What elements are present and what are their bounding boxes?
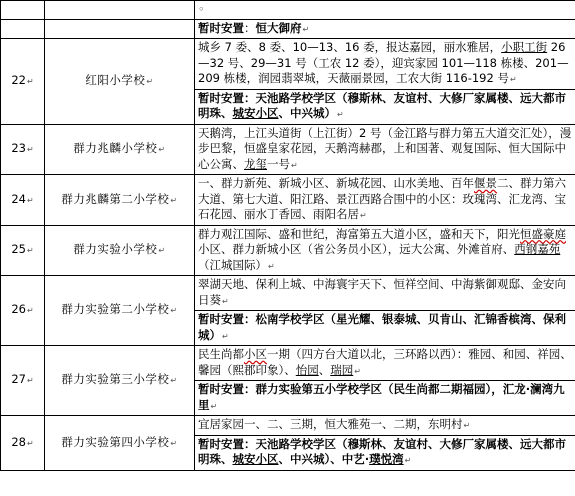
- text-run: 26—32 号、29—31 号（工农 12 委），迎宾家园 101—118 栋楼、201—209 栋楼，润园翡翠城，天薇丽景园，工农大街 116-192 号: [198, 40, 569, 85]
- text-run: 翠湖天地、保利上城、中海寰宇天下、恒祥空间、中海紫御观邸、金安向日葵: [198, 277, 566, 307]
- table-row-intro: [1, 1, 575, 20]
- paragraph-mark: ↵: [26, 306, 34, 316]
- school-name-cell: [45, 276, 195, 346]
- text-run: 宜居家园一、二、三期，恒大雅苑一、二期，东明村: [198, 417, 463, 431]
- text-run: 偃景: [474, 176, 497, 190]
- text-run: 瑞园: [330, 362, 354, 377]
- temporary-placement-cell: [195, 311, 575, 346]
- paragraph-mark: ↵: [26, 145, 34, 154]
- table-row: [1, 346, 575, 381]
- text-run: 城安小区: [232, 452, 279, 466]
- text-run: 小区: [244, 347, 267, 361]
- paragraph-mark: ↵: [337, 110, 344, 119]
- text-run: 暂时安置: [198, 312, 244, 326]
- school-name-cell: [45, 124, 195, 175]
- table-row: [1, 39, 575, 90]
- school-name-cell: [45, 1, 195, 20]
- text-run: 城安小区: [232, 106, 279, 120]
- paragraph-mark: ↵: [404, 456, 412, 465]
- school-name: 群力兆麟第二小学校: [61, 191, 170, 206]
- school-name-cell: [45, 39, 195, 125]
- school-name-cell: [45, 175, 195, 226]
- row-number-cell: [1, 124, 45, 175]
- text-run: 群力观江国际、盛和世纪，海富第五大道小区，盛和天下，阳光: [198, 226, 520, 241]
- row-number: 27: [11, 372, 26, 387]
- row-number: 25: [11, 242, 26, 256]
- text-run: 小职工街: [501, 40, 548, 54]
- school-name: 群力实验第四小学校: [61, 434, 170, 449]
- paragraph-mark: ↵: [26, 376, 34, 386]
- paragraph-mark: ↵: [26, 438, 34, 448]
- district-scope-cell: [195, 346, 575, 381]
- table-row: [1, 225, 575, 276]
- paragraph-mark: ↵: [463, 421, 471, 430]
- text-run: 一号: [267, 156, 290, 171]
- district-scope-cell: [195, 175, 575, 226]
- text-run: 民生尚都: [198, 347, 244, 361]
- paragraph-mark: ↵: [170, 376, 178, 386]
- paragraph-mark: ↵: [170, 195, 178, 205]
- temporary-placement-cell: [195, 435, 575, 470]
- district-scope-cell: [195, 124, 575, 175]
- row-number-cell: [1, 346, 45, 416]
- text-run: 暂时安置: [198, 90, 244, 105]
- table-row: [1, 276, 575, 311]
- text-run: ：: [244, 20, 256, 35]
- text-run: 恒盛豪庭: [520, 226, 566, 241]
- text-run: 一期（四方台大道以北，三环路以西）：雅园、和园、祥园、馨园（熙郡印象）、: [198, 347, 572, 377]
- text-run: 龙玺: [244, 156, 267, 171]
- paragraph-mark: ↵: [509, 75, 517, 84]
- row-number-cell: [1, 276, 45, 346]
- row-number-cell: [1, 175, 45, 226]
- school-name-cell: [45, 225, 195, 276]
- district-scope-cell: [195, 276, 575, 311]
- text-run: 一、群力新苑、新城小区、新城花园、山水美地、百年: [198, 176, 474, 190]
- text-run: 城乡 7 委、8 委、10—13、16 委，报达嘉园，丽水雅居，: [198, 40, 502, 54]
- paragraph-mark: ↵: [222, 331, 229, 341]
- school-name-cell: [45, 19, 195, 39]
- top-glyph-cell: ◦: [195, 1, 575, 20]
- paragraph-mark: ↵: [146, 77, 154, 86]
- row-number-cell: [1, 19, 45, 39]
- text-run: 二、群力第六大道、第七大道、阳江路、景江西路合围中的小区：玫瑰湾、汇龙湾、宝石花园、丽水丁香园、雨阳名居: [198, 176, 566, 221]
- paragraph-mark: ↵: [26, 246, 34, 255]
- text-run: 恒大御府: [255, 20, 302, 35]
- temporary-placement-cell: [195, 89, 575, 124]
- district-scope-cell: [195, 416, 575, 436]
- table-row: [1, 416, 575, 436]
- paragraph-mark: ↵: [222, 296, 229, 306]
- text-run: 暂时安置: [198, 382, 244, 396]
- text-run: 璞悦湾: [369, 452, 404, 466]
- table-row: [1, 175, 575, 226]
- text-run: ：群力实验第五小学校学区（民生尚都二期福园），汇龙·澜湾九里: [198, 382, 565, 412]
- district-scope-cell: [195, 225, 575, 276]
- paragraph-mark: ↵: [360, 211, 367, 220]
- school-name: 群力实验小学校: [73, 242, 158, 256]
- paragraph-mark: ↵: [291, 160, 298, 170]
- school-name: 红阳小学校: [85, 73, 146, 87]
- paragraph-mark: ↵: [26, 77, 34, 86]
- text-run: ：松南学校学区（星光耀、银泰城、贝肯山、汇锦香槟湾、保利城）: [198, 312, 566, 342]
- text-run: 暂时安置: [198, 20, 244, 35]
- paragraph-mark: ↵: [158, 246, 166, 255]
- paragraph-mark: ↵: [354, 366, 361, 376]
- text-run: 小区、群力新城小区（省公务员小区），远大公寓、外滩首府、: [198, 242, 515, 256]
- paragraph-mark: ↵: [170, 438, 178, 448]
- text-run: 、中兴城）: [278, 106, 336, 120]
- temporary-placement-cell: [195, 381, 575, 416]
- row-number: 26: [11, 302, 26, 317]
- school-name: 群力兆麟小学校: [73, 141, 158, 155]
- text-run: ：天池路学校学区（穆斯林、友谊村、大修厂家属楼、远大都市明珠、: [198, 90, 566, 120]
- text-run: 西钢嘉苑: [514, 242, 561, 256]
- row-number-cell: [1, 225, 45, 276]
- paragraph-mark: ↵: [210, 401, 218, 411]
- school-name: 群力实验第三小学校: [61, 372, 170, 387]
- text-run: （江城国际）: [198, 257, 267, 272]
- table-body: [1, 1, 575, 471]
- school-name-cell: [45, 416, 195, 471]
- row-number-cell: [1, 39, 45, 125]
- paragraph-mark: ↵: [158, 145, 166, 154]
- row-number: 23: [11, 141, 26, 155]
- row-number: 28: [11, 434, 26, 449]
- row-number: 24: [11, 191, 26, 206]
- school-name-cell: [45, 346, 195, 416]
- paragraph-mark: ↵: [26, 195, 34, 205]
- row-number-cell: [1, 1, 45, 20]
- paragraph-mark: ↵: [170, 306, 178, 316]
- text-run: 天鹅湾，上江头道街（上江街）2 号（金江路与群力第五大道交汇处），漫步巴黎，恒盛皇家花园，天鹅湾赫郡，上和国著、观复国际、恒大国际中心公寓、: [198, 125, 572, 171]
- row-number-cell: [1, 416, 45, 471]
- district-scope-cell: [195, 39, 575, 90]
- row-number: 22: [11, 73, 26, 87]
- table-row-intro-temp: [1, 19, 575, 39]
- text-run: ：天池路学校学区（穆斯林、友谊村、大修厂家属楼、远大都市明珠、: [198, 436, 566, 466]
- paragraph-mark: ↵: [268, 261, 275, 271]
- text-run: 、中兴城）、中艺·: [278, 452, 370, 466]
- text-run: 怡园: [295, 362, 319, 377]
- text-run: 、: [318, 362, 331, 377]
- temporary-placement-cell: [195, 19, 575, 39]
- table-row: [1, 124, 575, 175]
- school-name: 群力实验第二小学校: [61, 302, 170, 317]
- text-run: 暂时安置: [198, 436, 244, 451]
- paragraph-mark: ↵: [302, 24, 310, 34]
